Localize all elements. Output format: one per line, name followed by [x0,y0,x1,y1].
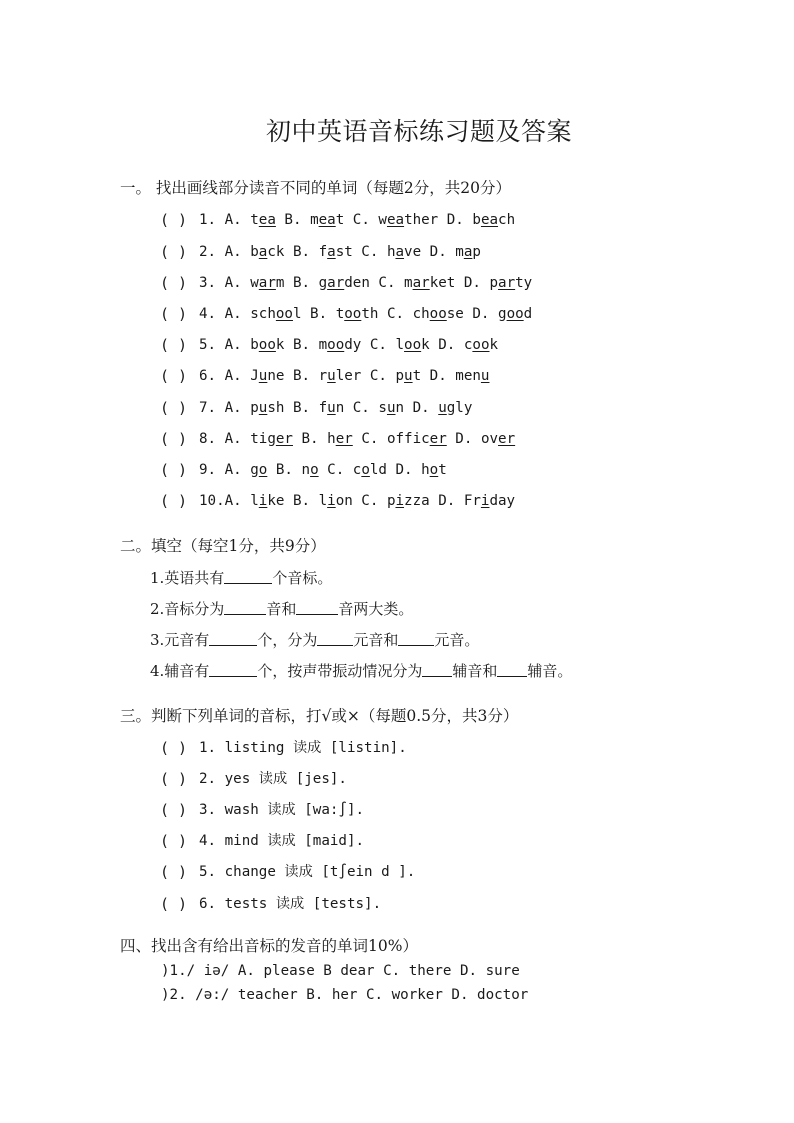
word-part: C. [352,431,387,447]
word-part: ov [480,431,499,447]
word-part: D. [446,431,481,447]
section-1-heading: 一。 找出画线部分读音不同的单词（每题2分，共20分） [120,179,512,197]
question-number: 10.A. [199,493,251,509]
word-part: f [318,244,328,260]
word-part: g [250,462,259,478]
word-part: zza D. [404,493,464,509]
judgement-line: 4. mind 读成 [maid]. [199,833,365,849]
question-line [199,366,489,386]
answer-paren[interactable]: ( ) [160,243,188,261]
question-line [199,242,481,262]
underlined-letters: u [480,368,490,384]
underlined-letters: oo [472,337,490,353]
word-part: p [472,244,481,260]
fill-blank-line [150,661,572,681]
underlined-letters: u [438,400,447,416]
underlined-letters: er [275,431,293,447]
word-part: sh B. [267,400,319,416]
word-part: gly [446,400,473,416]
question-line [199,210,515,230]
word-part: p [489,275,499,291]
underlined-letters: er [498,431,516,447]
word-part: t [335,306,345,322]
section-3-heading: 三。判断下列单词的音标，打√或×（每题0.5分，共3分） [120,707,519,725]
section-4-question: )1./ iə/ A. please B dear C. there D. sure [161,963,520,979]
underlined-letters: oo [327,337,345,353]
underlined-letters: a [258,244,268,260]
fill-blank-line [150,568,332,588]
judgement-line: 2. yes 读成 [jes]. [199,771,347,787]
word-part: t [250,212,259,228]
word-part: ty [515,275,533,291]
word-part: g [318,275,328,291]
underlined-letters: i [327,493,336,509]
fill-text: 2.音标分为 [150,600,225,618]
word-part: B. [275,212,311,228]
underlined-letters: i [480,493,490,509]
word-part: w [250,275,259,291]
word-part: c [463,337,473,353]
word-part: th C. [361,306,413,322]
answer-paren[interactable]: ( ) [160,367,188,385]
underlined-letters: u [327,400,336,416]
word-part: b [472,212,481,228]
underlined-letters: u [327,368,336,384]
question-line [199,273,532,293]
answer-paren[interactable]: ( ) [160,801,188,819]
underlined-letters: er [335,431,353,447]
underlined-letters: oo [506,306,524,322]
answer-paren[interactable]: ( ) [160,336,188,354]
fill-text: 音两大类。 [338,600,414,618]
word-part: t [438,462,447,478]
underlined-letters: oo [429,306,447,322]
answer-paren[interactable]: ( ) [160,739,188,757]
document-title: 初中英语音标练习题及答案 [265,117,572,146]
answer-paren[interactable]: ( ) [160,770,188,788]
question-line [199,460,447,480]
word-part: den C. [344,275,405,291]
underlined-letters: oo [275,306,293,322]
answer-paren[interactable]: ( ) [160,305,188,323]
blank-field[interactable] [209,631,257,646]
question-line [199,398,472,418]
question-line [199,335,498,355]
word-part: p [395,368,405,384]
underlined-letters: o [310,462,319,478]
fill-text: 1.英语共有 [150,569,225,587]
word-part: ve D. [404,244,456,260]
word-part: sch [250,306,276,322]
word-part: b [250,244,259,260]
underlined-letters: ar [327,275,345,291]
word-part: k [489,337,499,353]
word-part: l B. [292,306,336,322]
underlined-letters: er [429,431,447,447]
word-part: p [250,400,259,416]
word-part: J [250,368,259,384]
blank-field[interactable] [497,662,527,677]
blank-field[interactable] [422,662,452,677]
word-part: tig [250,431,276,447]
word-part: Fr [463,493,481,509]
blank-field[interactable] [296,600,338,615]
blank-field[interactable] [398,631,434,646]
underlined-letters: u [386,400,396,416]
blank-field[interactable] [209,662,257,677]
fill-text: 元音。 [434,631,480,649]
answer-paren[interactable]: ( ) [160,211,188,229]
question-number: 6. A. [199,368,251,384]
word-part: t C. [335,212,379,228]
word-part: on C. [335,493,387,509]
word-part: w [378,212,387,228]
underlined-letters: ea [258,212,276,228]
question-number: 7. A. [199,400,251,416]
word-part: h [386,244,396,260]
underlined-letters: o [429,462,439,478]
blank-field[interactable] [224,569,272,584]
word-part: l [250,493,259,509]
word-part: dy C. [344,337,396,353]
word-part: k B. [275,337,319,353]
word-part: ke B. [267,493,319,509]
answer-paren[interactable]: ( ) [160,430,188,448]
judgement-line: 6. tests 读成 [tests]. [199,896,382,912]
judgement-line: 3. wash 读成 [wa:∫]. [199,802,365,818]
word-part: l [395,337,405,353]
underlined-letters: oo [344,306,362,322]
underlined-letters: i [395,493,405,509]
answer-paren[interactable]: ( ) [160,399,188,417]
section-2-heading: 二。填空（每空1分，共9分） [120,537,326,555]
question-number: 5. A. [199,337,251,353]
word-part: day [489,493,516,509]
word-part: ch [412,306,430,322]
word-part: s [378,400,387,416]
word-part: h [327,431,336,447]
word-part: g [498,306,507,322]
underlined-letters: oo [258,337,276,353]
word-part: C. [318,462,353,478]
question-number: 9. A. [199,462,251,478]
word-part: offic [386,431,430,447]
answer-paren[interactable]: ( ) [160,274,188,292]
question-number: 2. A. [199,244,251,260]
underlined-letters: ea [318,212,336,228]
word-part: n [301,462,311,478]
question-number: 4. A. [199,306,251,322]
word-part: l [318,493,328,509]
answer-paren[interactable]: ( ) [160,461,188,479]
fill-text: 辅音和 [452,662,498,680]
question-line [199,429,515,449]
word-part: h [421,462,430,478]
underlined-letters: a [327,244,336,260]
word-part: n C. [335,400,379,416]
underlined-letters: ea [386,212,405,228]
blank-field[interactable] [317,631,353,646]
fill-text: 个音标。 [272,569,333,587]
section-4-heading: 四、找出含有给出音标的发音的单词10%） [120,937,418,955]
underlined-letters: ar [498,275,516,291]
fill-text: 元音和 [353,631,399,649]
word-part: b [250,337,259,353]
word-part: m [455,244,464,260]
word-part: se D. [446,306,499,322]
word-part: ne B. [267,368,319,384]
underlined-letters: o [361,462,370,478]
word-part: c [352,462,362,478]
fill-text: 个，按声带振动情况分为 [257,662,423,680]
underlined-letters: ea [480,212,499,228]
word-part: r [318,368,328,384]
underlined-letters: a [463,244,473,260]
word-part: B. [292,431,328,447]
question-line [199,304,532,324]
question-number: 1. A. [199,212,251,228]
fill-text: 3.元音有 [150,631,210,649]
fill-blank-line [150,599,413,619]
word-part: men [455,368,481,384]
underlined-letters: oo [404,337,422,353]
word-part: p [386,493,396,509]
underlined-letters: u [258,400,268,416]
word-part: st C. [335,244,387,260]
word-part: t D. [412,368,456,384]
word-part: ch [498,212,516,228]
underlined-letters: ar [258,275,276,291]
word-part: ket D. [429,275,490,291]
answer-paren[interactable]: ( ) [160,832,188,850]
fill-text: 个，分为 [257,631,318,649]
question-number: 8. A. [199,431,251,447]
underlined-letters: u [258,368,268,384]
word-part: m [310,212,319,228]
fill-text: 音和 [266,600,297,618]
question-number: 3. A. [199,275,251,291]
fill-blank-line [150,630,479,650]
fill-text: 4.辅音有 [150,662,210,680]
question-line [199,491,515,511]
underlined-letters: u [404,368,413,384]
word-part: m [318,337,328,353]
judgement-line: 5. change 读成 [t∫ein d ]. [199,864,416,880]
underlined-letters: a [395,244,405,260]
underlined-letters: o [258,462,268,478]
word-part: B. [267,462,302,478]
fill-text: 辅音。 [527,662,573,680]
answer-paren[interactable]: ( ) [160,492,188,510]
word-part: m [404,275,413,291]
word-part: k D. [421,337,464,353]
answer-paren[interactable]: ( ) [160,895,188,913]
blank-field[interactable] [224,600,266,615]
word-part: m B. [275,275,319,291]
underlined-letters: ar [412,275,430,291]
word-part: ther D. [404,212,473,228]
word-part: n D. [395,400,439,416]
answer-paren[interactable]: ( ) [160,863,188,881]
word-part: ld D. [369,462,422,478]
word-part: f [318,400,328,416]
section-4-question: )2. /ə:/ teacher B. her C. worker D. doctor [161,987,529,1003]
underlined-letters: i [258,493,268,509]
judgement-line: 1. listing 读成 [listin]. [199,740,407,756]
word-part: ler C. [335,368,396,384]
word-part: ck B. [267,244,319,260]
word-part: d [523,306,533,322]
